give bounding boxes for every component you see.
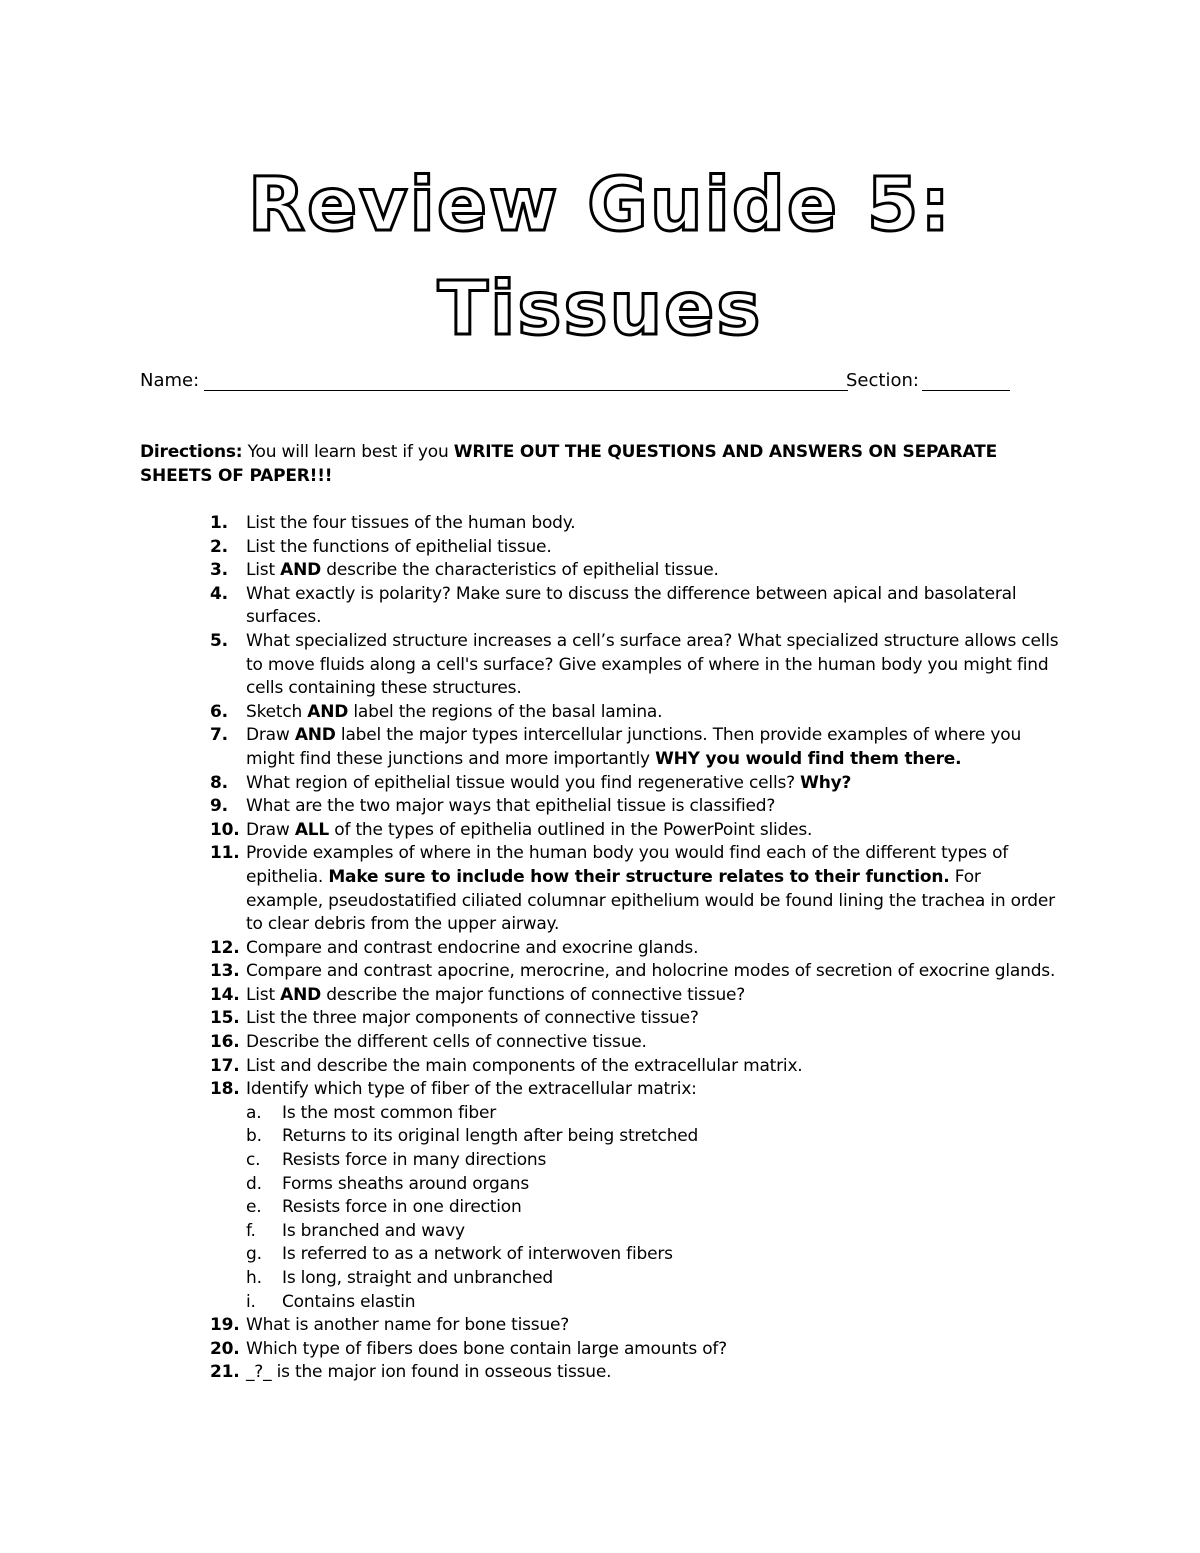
question-text: For example, pseudostatified ciliated columnar epithelium would be found lining the trachea in order to clear debris from the upper airway. (246, 866, 1055, 935)
question-item (140, 559, 1060, 583)
page-title-line-2: Tissues (437, 266, 763, 352)
question-text: What is another name for bone tissue? (246, 1315, 570, 1336)
sub-item-text: Resists force in many directions (282, 1150, 547, 1171)
question-number: 13. (210, 961, 240, 982)
question-item (140, 1055, 1060, 1079)
question-text: Which type of fibers does bone contain large amounts of? (246, 1338, 728, 1359)
question-text: Provide examples of where in the human body you would find each of the different types of epithelia. (246, 843, 1009, 887)
section-label: Section: (846, 370, 919, 391)
question-number: 21. (210, 1362, 240, 1383)
question-item (140, 512, 1060, 536)
question-number: 2. (210, 536, 228, 557)
question-text: List (246, 560, 281, 581)
sub-item-text: Returns to its original length after being stretched (282, 1126, 699, 1147)
question-item (140, 583, 1060, 630)
question-text: Compare and contrast apocrine, merocrine, and holocrine modes of secretion of exocrine glands. (246, 961, 1056, 982)
directions-label: Directions: (140, 442, 243, 462)
question-item (140, 960, 1060, 984)
directions-emphasis: WRITE OUT THE QUESTIONS AND ANSWERS ON SEPARATE SHEETS OF PAPER!!! (140, 442, 997, 486)
question-text: What region of epithelial tissue would you find regenerative cells? (246, 772, 801, 793)
sub-item-text: Is referred to as a network of interwoven fibers (282, 1244, 673, 1265)
sub-item-letter: c. (246, 1150, 261, 1171)
question-item (140, 536, 1060, 560)
sub-item-letter: f. (246, 1220, 256, 1241)
sub-item-letter: d. (246, 1173, 262, 1194)
question-text: Compare and contrast endocrine and exocrine glands. (246, 937, 699, 958)
question-text: Draw (246, 819, 295, 840)
question-text: List the four tissues of the human body. (246, 513, 576, 533)
question-list (140, 512, 1060, 1385)
question-emphasis: Why? (800, 772, 852, 793)
question-text: label the regions of the basal lamina. (348, 701, 663, 722)
sub-item-letter: b. (246, 1126, 262, 1147)
question-number: 19. (210, 1315, 240, 1336)
question-number: 9. (210, 796, 228, 817)
question-item (140, 1007, 1060, 1031)
section-blank-line[interactable] (922, 368, 1010, 391)
question-number: 17. (210, 1055, 240, 1076)
question-item (140, 795, 1060, 819)
sub-item-text: Contains elastin (282, 1291, 416, 1312)
question-emphasis: AND (307, 701, 349, 722)
question-text: describe the characteristics of epithelial tissue. (321, 560, 719, 581)
question-item (140, 1361, 1060, 1385)
question-number: 3. (210, 560, 228, 581)
question-text: List and describe the main components of the extracellular matrix. (246, 1055, 803, 1076)
question-number: 8. (210, 772, 228, 793)
sub-item (246, 1102, 1060, 1126)
sub-item (246, 1291, 1060, 1315)
question-text: Draw (246, 725, 295, 746)
sub-item (246, 1125, 1060, 1149)
sub-item-letter: a. (246, 1102, 262, 1123)
sub-item-letter: i. (246, 1291, 256, 1312)
question-number: 1. (210, 513, 228, 533)
question-item (140, 1078, 1060, 1314)
question-number: 11. (210, 843, 240, 864)
question-emphasis: AND (294, 725, 336, 746)
question-emphasis: WHY you would find them there. (655, 748, 962, 769)
sub-item (246, 1173, 1060, 1197)
question-text: What specialized structure increases a cell’s surface area? What specialized structure allows cells to move fluids along a cell's surface? Give examples of where in the human body you might find cells containing these structures. (246, 630, 1059, 699)
question-emphasis: ALL (294, 819, 330, 840)
question-text: of the types of epithelia outlined in the PowerPoint slides. (329, 819, 813, 840)
question-item (140, 724, 1060, 771)
question-number: 6. (210, 701, 228, 722)
question-item (140, 842, 1060, 936)
question-emphasis: Make sure to include how their structure relates to their function. (328, 866, 950, 887)
question-item (140, 630, 1060, 701)
question-number: 14. (210, 984, 240, 1005)
question-item (140, 984, 1060, 1008)
question-emphasis: AND (280, 560, 322, 581)
question-item (140, 1338, 1060, 1362)
name-blank-line[interactable] (204, 368, 848, 391)
question-number: 12. (210, 937, 240, 958)
sub-item-text: Resists force in one direction (282, 1197, 522, 1218)
fiber-sub-list (246, 1102, 1060, 1314)
question-number: 18. (210, 1079, 240, 1100)
sub-item-text: Is branched and wavy (282, 1220, 465, 1241)
sub-item (246, 1243, 1060, 1267)
sub-item-text: Forms sheaths around organs (282, 1173, 530, 1194)
question-number: 15. (210, 1008, 240, 1029)
question-text: Identify which type of fiber of the extracellular matrix: (246, 1079, 697, 1100)
sub-item-letter: h. (246, 1268, 262, 1288)
question-text: Sketch (246, 701, 308, 722)
question-text: What are the two major ways that epithelial tissue is classified? (246, 796, 776, 817)
directions-text: You will learn best if you (242, 442, 454, 462)
sub-item (246, 1149, 1060, 1173)
question-item (140, 772, 1060, 796)
question-text: List (246, 984, 281, 1005)
name-label: Name: (140, 370, 200, 391)
question-number: 10. (210, 819, 240, 840)
sub-item-letter: g. (246, 1244, 262, 1265)
sub-item-letter: e. (246, 1197, 262, 1218)
sub-item (246, 1220, 1060, 1244)
question-text: Describe the different cells of connective tissue. (246, 1032, 647, 1053)
question-item (140, 937, 1060, 961)
page-title-line-1: Review Guide 5: (248, 162, 952, 248)
question-text: List the functions of epithelial tissue. (246, 536, 552, 557)
question-item (140, 819, 1060, 843)
question-number: 4. (210, 583, 228, 604)
sub-item (246, 1267, 1060, 1291)
question-item (140, 701, 1060, 725)
question-text: describe the major functions of connective tissue? (321, 984, 746, 1005)
sub-item-text: Is long, straight and unbranched (282, 1268, 553, 1288)
question-text: List the three major components of connective tissue? (246, 1008, 699, 1029)
student-info-row (140, 368, 1020, 396)
question-number: 20. (210, 1338, 240, 1359)
question-number: 5. (210, 630, 228, 651)
question-emphasis: AND (280, 984, 322, 1005)
question-text: _?_ is the major ion found in osseous tissue. (246, 1362, 612, 1383)
sub-item (246, 1196, 1060, 1220)
directions-paragraph (140, 440, 1070, 488)
question-text: What exactly is polarity? Make sure to discuss the difference between apical and basolateral surfaces. (246, 583, 1017, 628)
question-number: 16. (210, 1032, 240, 1053)
question-text: label the major types intercellular junctions. Then provide examples of where you might find these junctions and more importantly (246, 725, 1022, 769)
question-item (140, 1314, 1060, 1338)
sub-item-text: Is the most common fiber (282, 1102, 497, 1123)
question-number: 7. (210, 725, 228, 746)
question-item (140, 1031, 1060, 1055)
